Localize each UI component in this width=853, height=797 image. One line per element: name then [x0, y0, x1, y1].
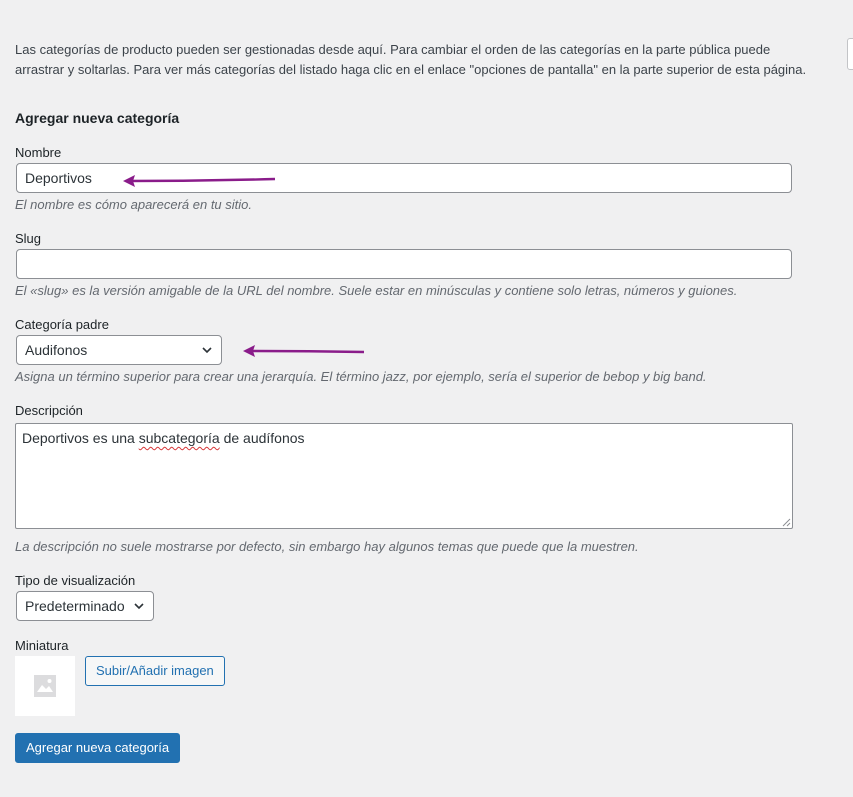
upload-image-button[interactable]: Subir/Añadir imagen — [85, 656, 225, 686]
display-type-value: Predeterminado — [25, 598, 125, 614]
form-heading: Agregar nueva categoría — [15, 110, 180, 126]
description-textarea[interactable] — [15, 423, 793, 529]
name-label: Nombre — [15, 145, 62, 160]
parent-category-value: Audifonos — [25, 342, 88, 358]
image-placeholder-icon — [34, 675, 56, 697]
chevron-down-icon — [201, 344, 213, 356]
slug-input[interactable] — [16, 249, 792, 279]
slug-hint: El «slug» es la versión amigable de la URL del nombre. Suele estar en minúsculas y contiene solo letras, números y guiones. — [15, 283, 738, 298]
description-label: Descripción — [15, 403, 83, 418]
thumbnail-preview — [15, 656, 75, 716]
description-text-start: Deportivos es una — [22, 430, 139, 446]
parent-category-label: Categoría padre — [15, 317, 109, 332]
intro-text: Las categorías de producto pueden ser gestionadas desde aquí. Para cambiar el orden de las categorías en la parte pública puede arrastrar y soltarlas. Para ver más categorías del listado haga clic en el enlace "opciones de pantalla" en la parte superior de esta página. — [15, 42, 807, 77]
display-type-label: Tipo de visualización — [15, 573, 136, 588]
parent-category-hint: Asigna un término superior para crear una jerarquía. El término jazz, por ejemplo, sería el superior de bebop y big band. — [15, 369, 707, 384]
chevron-down-icon — [133, 600, 145, 612]
annotation-arrow-icon — [240, 343, 370, 359]
thumbnail-label: Miniatura — [15, 638, 69, 653]
annotation-arrow-icon — [120, 172, 280, 188]
name-hint: El nombre es cómo aparecerá en tu sitio. — [15, 197, 253, 212]
resize-handle-icon[interactable] — [782, 518, 791, 527]
parent-category-select[interactable] — [16, 335, 222, 365]
description-hint: La descripción no suele mostrarse por defecto, sin embargo hay algunos temas que puede que la muestren. — [15, 539, 639, 554]
display-type-select[interactable] — [16, 591, 154, 621]
description-text-end: de audífonos — [219, 430, 305, 446]
screen-options-edge — [847, 38, 853, 70]
slug-label: Slug — [15, 231, 42, 246]
add-category-button[interactable]: Agregar nueva categoría — [15, 733, 180, 763]
description-misspelled-word: subcategoría — [138, 430, 220, 446]
